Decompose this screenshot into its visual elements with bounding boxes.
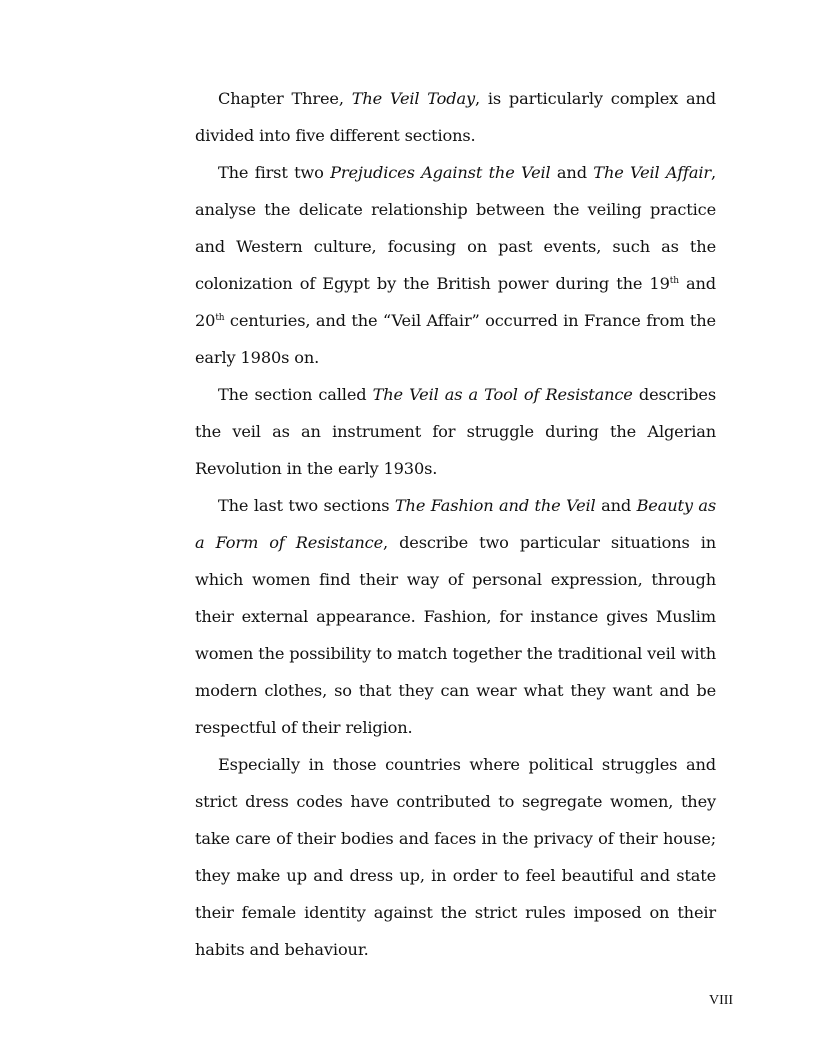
italic-title: The Veil Today [351, 89, 475, 108]
text-run: , is particularly complex and divided into five different sections. [195, 89, 716, 145]
text-run: and [550, 163, 594, 182]
body-paragraph [195, 487, 716, 746]
text-run: describes the veil as an instrument for struggle during the Algerian Revolution in the early 1930s. [195, 385, 717, 478]
page-number: VIII [709, 993, 734, 1008]
italic-title: The Veil as a Tool of Resistance [372, 385, 633, 404]
body-paragraph [195, 746, 716, 968]
text-run: , describe two particular situations in which women find their way of personal expression, through their external appearance. Fashion, for instance gives Muslim women the possibility to match together the traditional veil with modern clothes, so that they can wear what they want and be respectful of their religion. [195, 533, 716, 737]
ordinal-superscript: th [215, 313, 225, 323]
text-run: The last two sections [218, 496, 395, 515]
body-paragraph [195, 376, 716, 487]
body-paragraph [195, 80, 716, 154]
text-run: and 20 [195, 274, 716, 330]
italic-title: The Fashion and the Veil [394, 496, 596, 515]
text-run: centuries, and the “Veil Affair” occurred in France from the early 1980s on. [195, 311, 716, 367]
text-run: The first two [218, 163, 331, 182]
text-run: and [595, 496, 637, 515]
body-paragraph [195, 154, 716, 376]
text-run: , analyse the delicate relationship between the veiling practice and Western culture, focusing on past events, such as the colonization of Egypt by the British power during the 19 [195, 163, 716, 293]
italic-title: The Veil Affair [593, 163, 711, 182]
ordinal-superscript: th [669, 276, 679, 286]
italic-title: Prejudices Against the Veil [330, 163, 551, 182]
italic-title: Beauty as a Form of Resistance [195, 496, 717, 552]
text-run: The section called [218, 385, 373, 404]
text-run: Chapter Three, [218, 89, 352, 108]
text-run: Especially in those countries where political struggles and strict dress codes have contributed to segregate women, they take care of their bodies and faces in the privacy of their house; they make up and dress up, in order to feel beautiful and state their female identity against the strict rules imposed on their habits and behaviour. [195, 755, 716, 959]
page-body [195, 80, 716, 968]
